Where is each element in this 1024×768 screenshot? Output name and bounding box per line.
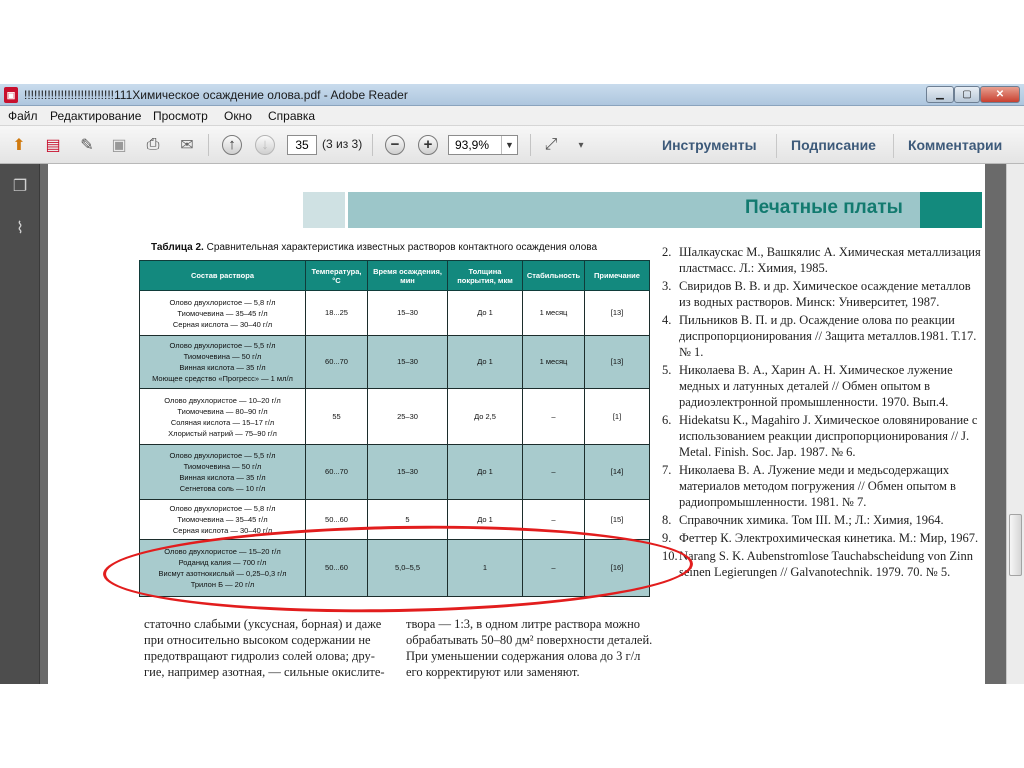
adobe-reader-window (0, 84, 1024, 684)
body-line: при относительно высоком содержании не (144, 633, 371, 647)
menu-view[interactable]: Просмотр (153, 109, 208, 123)
table-row (140, 445, 650, 500)
component-line: Винная кислота — 35 г/л (179, 473, 266, 482)
pane-separator (776, 134, 777, 158)
reference-text: Свиридов В. В. и др. Химическое осаждение металлов из водных растворов. Минск: Университет, 1987. (679, 279, 971, 309)
note-cell: [16] (585, 540, 650, 597)
thickness-cell: До 1 (448, 445, 523, 500)
component-line: Олово двухлористое — 5,8 г/л (169, 504, 276, 513)
table-row (140, 291, 650, 336)
table-header-row (140, 261, 650, 291)
table-row (140, 389, 650, 445)
body-line: его корректируют или заменяют. (406, 665, 580, 679)
reference-number: 6. (662, 413, 672, 427)
print-icon[interactable]: ⎙ (146, 136, 160, 153)
note-cell: [14] (585, 445, 650, 500)
note-cell: [1] (585, 389, 650, 445)
pdf-icon: ▣ (4, 87, 18, 103)
component-line: Серная кислота — 30–40 г/л (172, 526, 273, 535)
stability-cell: 1 месяц (523, 291, 585, 336)
reference-item (662, 244, 984, 276)
component-line: Винная кислота — 35 г/л (179, 363, 266, 372)
page-count: (3 из 3) (322, 137, 363, 151)
thickness-cell: До 2,5 (448, 389, 523, 445)
reference-text: Hidekatsu K., Magahiro J. Химическое оловянирование с использованием реакции диспропорционирования // J. Metal. Finish. Soc. Jap. 1987. № 6. (679, 413, 978, 459)
page-thumbnails-icon[interactable]: ❐ (12, 178, 28, 195)
body-line: обрабатывать 50–80 дм² поверхности деталей. (406, 633, 653, 647)
comparison-table (139, 260, 650, 597)
page-number-input[interactable]: 35 (287, 135, 317, 155)
header-band (303, 192, 345, 228)
table-caption-label: Таблица 2. (151, 242, 204, 253)
scrollbar-thumb[interactable] (1009, 514, 1022, 576)
time-cell: 15–30 (368, 336, 448, 389)
document-viewport[interactable] (40, 164, 1006, 684)
thickness-cell: До 1 (448, 500, 523, 540)
maximize-icon[interactable]: ▢ (954, 86, 980, 103)
references-list (662, 244, 984, 582)
thickness-cell: До 1 (448, 336, 523, 389)
pane-separator (893, 134, 894, 158)
reference-text: Пильников В. П. и др. Осаждение олова по реакции диспропорционирования // Защита металлов.1981. Т.17. № 1. (679, 313, 977, 359)
component-line: Олово двухлористое — 10–20 г/л (164, 395, 281, 405)
navigation-pane (0, 164, 40, 684)
thickness-cell: До 1 (448, 291, 523, 336)
time-cell: 5,0–5,5 (368, 540, 448, 597)
component-line: Моющее средство «Прогресс» — 1 мл/л (152, 374, 293, 383)
time-cell: 25–30 (368, 389, 448, 445)
column-header: Толщина покрытия, мкм (448, 261, 523, 291)
vertical-scrollbar[interactable] (1006, 164, 1024, 684)
note-cell: [13] (585, 336, 650, 389)
column-header: Стабильность (523, 261, 585, 291)
component-line: Тиомочевина — 50 г/л (183, 352, 262, 361)
menu-bar (0, 106, 1024, 126)
body-line: предотвращают гидролиз солей олова; дру- (144, 649, 375, 663)
note-cell: [15] (585, 500, 650, 540)
component-line: Олово двухлористое — 5,8 г/л (169, 297, 276, 307)
composition-cell (140, 540, 306, 597)
title-bar[interactable] (0, 84, 1024, 106)
more-icon[interactable]: ▾ (578, 139, 584, 151)
reference-item (662, 362, 984, 410)
toolbar-separator (530, 134, 531, 156)
component-line: Сегнетова соль — 10 г/л (179, 484, 266, 493)
column-header: Примечание (585, 261, 650, 291)
time-cell: 15–30 (368, 445, 448, 500)
toolbar-separator (208, 134, 209, 156)
stability-cell: – (523, 500, 585, 540)
component-line: Тиомочевина — 80–90 г/л (177, 406, 268, 416)
open-create-icon[interactable]: ⬆ (12, 137, 26, 154)
body-line: гие, например азотная, — сильные окислите- (144, 665, 385, 679)
stability-cell: – (523, 389, 585, 445)
reference-item (662, 530, 984, 546)
sign-pane-link[interactable]: Подписание (791, 137, 876, 153)
reference-item (662, 512, 984, 528)
reference-text: Феттер К. Электрохимическая кинетика. М.: Мир, 1967. (679, 531, 979, 545)
composition-cell (140, 291, 306, 336)
page-down-icon[interactable]: ↓ (255, 135, 275, 155)
reference-number: 10. (662, 549, 678, 563)
component-line: Трилон Б — 20 г/л (190, 580, 255, 589)
reference-text: Шалкаускас М., Вашкялис А. Химическая металлизация пластмасс. Л.: Химия, 1985. (679, 245, 981, 275)
reference-number: 8. (662, 513, 672, 527)
body-line: статочно слабыми (уксусная, борная) и даже (144, 617, 382, 631)
component-line: Роданид калия — 700 г/л (178, 558, 267, 567)
temperature-cell: 50...60 (306, 500, 368, 540)
toolbar-separator (372, 134, 373, 156)
reference-item (662, 278, 984, 310)
reference-number: 5. (662, 363, 672, 377)
component-line: Олово двухлористое — 15–20 г/л (164, 547, 281, 556)
menu-window[interactable]: Окно (224, 109, 252, 123)
composition-cell (140, 389, 306, 445)
component-line: Олово двухлористое — 5,5 г/л (169, 451, 276, 460)
stability-cell: 1 месяц (523, 336, 585, 389)
table-row (140, 336, 650, 389)
stability-cell: – (523, 540, 585, 597)
menu-edit[interactable]: Редактирование (50, 109, 142, 123)
temperature-cell: 60...70 (306, 336, 368, 389)
table-caption-text: Сравнительная характеристика известных растворов контактного осаждения олова (203, 242, 598, 253)
reference-number: 4. (662, 313, 672, 327)
comment-pane-link[interactable]: Комментарии (908, 137, 1003, 153)
component-line: Тиомочевина — 35–45 г/л (177, 515, 268, 524)
component-line: Тиомочевина — 50 г/л (183, 462, 262, 471)
header-band (920, 192, 982, 228)
table-row (140, 500, 650, 540)
email-icon[interactable]: ✉ (180, 137, 194, 154)
reference-text: Справочник химика. Том III. М.; Л.: Химия, 1964. (679, 513, 944, 527)
component-line: Висмут азотнокислый — 0,25–0,3 г/л (158, 569, 287, 578)
pdf-page (48, 164, 985, 684)
zoom-select[interactable] (448, 135, 518, 155)
composition-cell (140, 500, 306, 540)
table-row (140, 540, 650, 597)
body-line: При уменьшении содержания олова до 3 г/л (406, 649, 641, 663)
fit-page-icon[interactable]: ⤢ (544, 136, 558, 153)
column-header: Время осаждения, мин (368, 261, 448, 291)
reference-number: 7. (662, 463, 672, 477)
reference-item (662, 548, 984, 580)
window-title: !!!!!!!!!!!!!!!!!!!!!!!!!!!111Химическое осаждение олова.pdf - Adobe Reader (24, 88, 408, 102)
attachments-icon[interactable]: ⌇ (16, 220, 24, 237)
section-header: Печатные платы (745, 197, 903, 218)
temperature-cell: 55 (306, 389, 368, 445)
column-header: Температура, °С (306, 261, 368, 291)
reference-text: Николаева В. А. Лужение меди и медьсодержащих материалов методом погружения // Обмен опытом в радиопромышленности. 1981. № 7. (679, 463, 956, 509)
tools-pane-link[interactable]: Инструменты (662, 137, 757, 153)
reference-number: 3. (662, 279, 672, 293)
column-header: Состав раствора (140, 261, 306, 291)
menu-file[interactable]: Файл (8, 109, 38, 123)
chevron-down-icon[interactable]: ▼ (501, 136, 517, 154)
component-line: Хлористый натрий — 75–90 г/л (168, 428, 277, 438)
composition-cell (140, 336, 306, 389)
component-line: Олово двухлористое — 5,5 г/л (169, 341, 276, 350)
close-icon[interactable]: ✕ (980, 86, 1020, 103)
edit-icon[interactable]: ✎ (80, 137, 94, 154)
zoom-value: 93,9% (455, 138, 490, 152)
create-pdf-icon[interactable]: ▤ (45, 137, 61, 154)
reference-text: Николаева В. А., Харин А. Н. Химическое лужение медных и латунных деталей // Обмен опытом в радиоэлектронной промышленности. 1970. Вып.4. (679, 363, 953, 409)
reference-item (662, 412, 984, 460)
time-cell: 5 (368, 500, 448, 540)
temperature-cell: 60...70 (306, 445, 368, 500)
toolbar (0, 126, 1024, 164)
component-line: Тиомочевина — 35–45 г/л (177, 308, 268, 318)
menu-help[interactable]: Справка (268, 109, 316, 123)
minimize-icon[interactable]: ▁ (926, 86, 954, 103)
reference-item (662, 312, 984, 360)
time-cell: 15–30 (368, 291, 448, 336)
body-line: твора — 1:3, в одном литре раствора можно (406, 617, 641, 631)
table-caption (151, 242, 597, 253)
reference-item (662, 462, 984, 510)
note-cell: [13] (585, 291, 650, 336)
stability-cell: – (523, 445, 585, 500)
composition-cell (140, 445, 306, 500)
reference-number: 2. (662, 245, 672, 259)
reference-number: 9. (662, 531, 672, 545)
thickness-cell: 1 (448, 540, 523, 597)
save-icon[interactable]: ▣ (111, 137, 127, 154)
temperature-cell: 18...25 (306, 291, 368, 336)
component-line: Соляная кислота — 15–17 г/л (170, 417, 275, 427)
component-line: Серная кислота — 30–40 г/л (172, 319, 273, 329)
page-up-icon[interactable]: ↑ (222, 135, 242, 155)
zoom-in-icon[interactable]: + (418, 135, 438, 155)
reference-text: Narang S. K. Aubenstromlose Tauchabscheidung von Zinn seinen Legierungen // Galvanotechnik. 1979. 70. № 5. (679, 549, 973, 579)
temperature-cell: 50...60 (306, 540, 368, 597)
zoom-out-icon[interactable]: − (385, 135, 405, 155)
